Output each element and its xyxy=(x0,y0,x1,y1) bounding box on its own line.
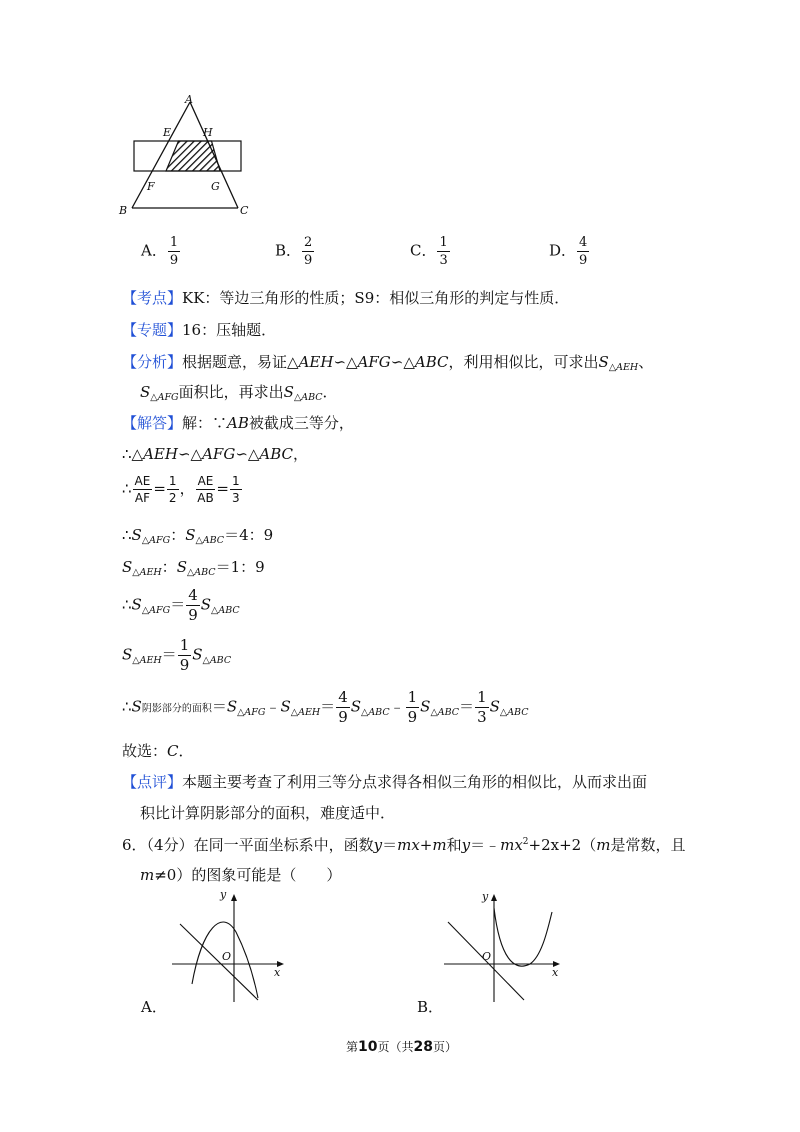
jieda-line2: ∴△AEH∽△AFG∽△ABC， xyxy=(122,445,309,463)
label-E: E xyxy=(163,126,172,139)
kaodian-line: 【考点】KK：等边三角形的性质；S9：相似三角形的判定与性质． xyxy=(122,289,570,307)
page-total: 28 xyxy=(413,1039,433,1055)
page-number: 10 xyxy=(358,1039,378,1055)
graph-b-y-label: y xyxy=(482,890,489,903)
option-d: D． $\frac{4}{9}$ xyxy=(549,235,588,268)
graph-a xyxy=(168,888,292,1006)
jieda-line3: ∴ $\frac{AE}{AF}$ = $\frac{1}{2}$ ， $\frac{AE}{AB}$ = $\frac{1}{3}$ xyxy=(122,474,240,505)
option-a: A． $\frac{1}{9}$ xyxy=(141,235,179,268)
jieda-line7: $S_{\triangle AEH}=$ $\frac{1}{9}$ $S_{\triangle ABC}$ xyxy=(122,636,232,674)
graph-a-label: A． xyxy=(141,998,167,1016)
jieda-line6: $\therefore S_{\triangle AFG}=$ $\frac{4}{9}$ $S_{\triangle ABC}$ xyxy=(122,586,240,624)
option-b: B． $\frac{2}{9}$ xyxy=(275,235,313,268)
label-B: B xyxy=(119,204,128,217)
q6-line1: 6．（4分）在同一平面坐标系中，函数y＝mx+m和$y=﹣mx^2+2x+2(m$是常数，且 xyxy=(122,836,686,854)
graph-a-y-label: y xyxy=(220,888,227,901)
label-F: F xyxy=(147,180,155,193)
graph-a-x-label: x xyxy=(274,966,281,979)
shaded-region xyxy=(166,141,220,171)
label-H: H xyxy=(203,126,213,139)
label-A: A xyxy=(185,93,193,106)
graph-b xyxy=(438,888,568,1006)
jieda-choice: 故选：C． xyxy=(122,742,194,760)
dianping-line2: 积比计算阴影部分的面积，难度适中． xyxy=(140,804,396,822)
graph-b-x-label: x xyxy=(552,966,559,979)
fenxi-line1: 【分析】根据题意，易证△AEH∽△AFG∽△ABC，利用相似比，可求出$S_{\triangle AEH}$、 xyxy=(122,353,654,373)
triangle-figure xyxy=(108,92,258,222)
jieda-tag: 【解答】 xyxy=(122,414,183,432)
option-c: C． $\frac{1}{3}$ xyxy=(410,235,448,268)
jieda-line4: $\therefore S_{\triangle AFG}$：$S_{\triangle ABC}=4$：9 xyxy=(122,526,274,546)
page-footer: 第10页（共28页） xyxy=(346,1039,458,1055)
graph-a-origin: O xyxy=(222,950,232,963)
zhuanti-line: 【专题】16：压轴题． xyxy=(122,321,277,339)
line-a xyxy=(180,924,258,1000)
jieda-line5: $S_{\triangle AEH}$：$S_{\triangle ABC}=1$：9 xyxy=(122,558,265,578)
jieda-line1: 【解答】解：∵AB被截成三等分， xyxy=(122,414,354,432)
graph-b-origin: O xyxy=(482,950,492,963)
zhuanti-tag: 【专题】 xyxy=(122,321,183,339)
graph-b-label: B． xyxy=(417,998,444,1016)
fenxi-line2: $S_{\triangle AFG}$面积比，再求出$S_{\triangle ABC}$． xyxy=(140,383,338,403)
kaodian-tag: 【考点】 xyxy=(122,289,183,307)
jieda-line8: ∴S阴影部分的面积$=S_{\triangle AFG}﹣S_{\triangle AEH}=$ $\frac{4}{9}$ $S_{\triangle ABC}﹣$ $\frac{1}{9}$ $S_{\triangle ABC}=$ $\frac{1}{3}$ $S_{\triangle ABC}$ xyxy=(122,688,529,726)
q6-line2: m≠0）的图象可能是（ ） xyxy=(140,866,342,884)
parabola-b xyxy=(494,908,552,966)
dianping-tag: 【点评】 xyxy=(122,773,183,791)
label-G: G xyxy=(211,180,220,193)
label-C: C xyxy=(240,204,249,217)
fenxi-tag: 【分析】 xyxy=(122,353,183,371)
dianping-line1: 【点评】本题主要考查了利用三等分点求得各相似三角形的相似比，从而求出面 xyxy=(122,773,648,791)
